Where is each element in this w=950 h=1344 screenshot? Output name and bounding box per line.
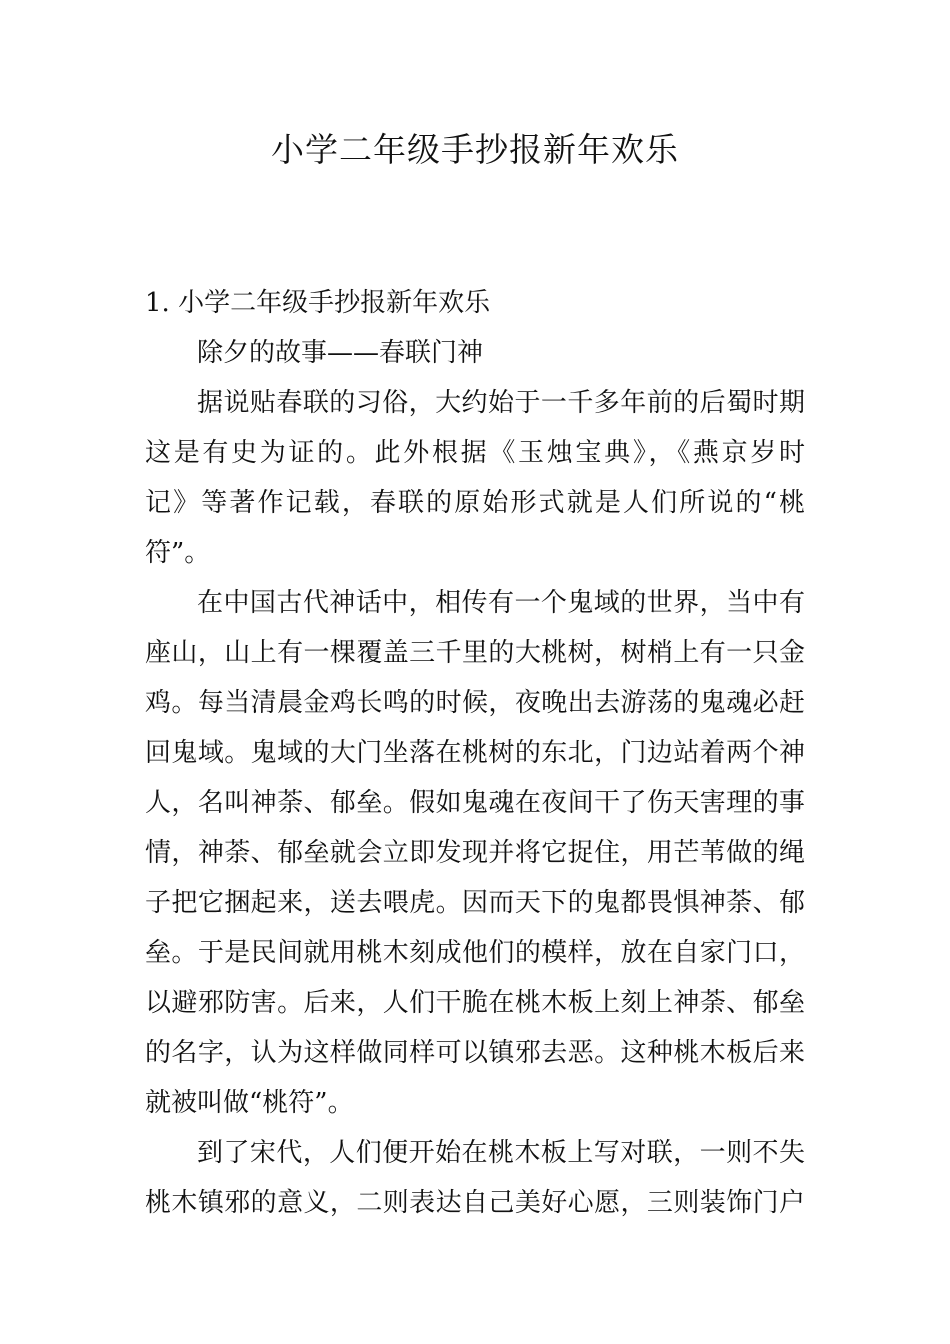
story-subtitle: 除夕的故事——春联门神	[197, 338, 484, 368]
paragraph-line: 符”。	[145, 538, 211, 568]
paragraph-line: 子把它捆起来，送去喂虎。因而天下的鬼都畏惧神荼、郁	[145, 888, 805, 918]
paragraph-line: 的名字，认为这样做同样可以镇邪去恶。这种桃木板后来	[145, 1038, 805, 1068]
paragraph-line: 人，名叫神荼、郁垒。假如鬼魂在夜间干了伤天害理的事	[145, 788, 805, 818]
paragraph-line: 桃木镇邪的意义，二则表达自己美好心愿，三则装饰门户	[145, 1188, 805, 1218]
section-heading: 1. 小学二年级手抄报新年欢乐	[145, 288, 491, 318]
paragraph-line: 情，神荼、郁垒就会立即发现并将它捉住，用芒苇做的绳	[145, 838, 805, 868]
paragraph-line: 以避邪防害。后来，人们干脆在桃木板上刻上神荼、郁垒	[145, 988, 805, 1018]
paragraph-line: 据说贴春联的习俗，大约始于一千多年前的后蜀时期	[197, 388, 805, 418]
document-body	[145, 278, 805, 1228]
paragraph-line: 记》等著作记载，春联的原始形式就是人们所说的“桃	[145, 488, 805, 518]
paragraph-line: 鸡。每当清晨金鸡长鸣的时候，夜晚出去游荡的鬼魂必赶	[145, 688, 805, 718]
paragraph-2	[145, 578, 805, 1128]
paragraph-line: 座山，山上有一棵覆盖三千里的大桃树，树梢上有一只金	[145, 638, 805, 668]
paragraph-line: 在中国古代神话中，相传有一个鬼域的世界，当中有	[197, 588, 805, 618]
document-title: 小学二年级手抄报新年欢乐	[271, 130, 679, 169]
paragraph-3	[145, 1128, 805, 1228]
paragraph-1	[145, 378, 805, 578]
paragraph-line: 垒。于是民间就用桃木刻成他们的模样，放在自家门口，	[145, 938, 805, 968]
paragraph-line: 就被叫做“桃符”。	[145, 1088, 354, 1118]
paragraph-line: 到了宋代，人们便开始在桃木板上写对联，一则不失	[197, 1138, 805, 1168]
paragraph-line: 回鬼域。鬼域的大门坐落在桃树的东北，门边站着两个神	[145, 738, 805, 768]
paragraph-line: 这是有史为证的。此外根据《玉烛宝典》，《燕京岁时	[145, 438, 805, 468]
